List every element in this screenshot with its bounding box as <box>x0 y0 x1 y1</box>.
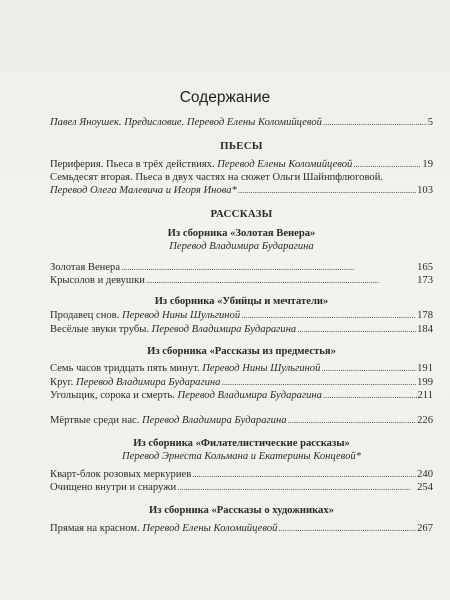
page-number: 178 <box>417 310 433 321</box>
entry-translator: Перевод Владимира Бударагина <box>75 377 221 388</box>
toc-entry[interactable] <box>50 362 433 375</box>
dot-leader <box>121 261 416 274</box>
entry-translator: Перевод Нины Шульгиной <box>121 310 241 321</box>
entry-title: Крысолов и девушки <box>50 275 145 286</box>
page-title: Содержание <box>179 89 271 106</box>
collection-title: Из сборника «Рассказы о художниках» <box>149 505 334 516</box>
entry-translator: Перевод Владимира Бударагина <box>177 390 322 401</box>
toc-entry[interactable] <box>50 389 433 402</box>
dot-leader <box>278 522 416 535</box>
dot-leader <box>288 414 417 427</box>
entry-translator: Перевод Владимира Бударагина <box>151 324 297 335</box>
entry-title: Золотая Венера <box>50 262 121 273</box>
dot-leader <box>297 323 416 336</box>
collection-title: Из сборника «Филателистические рассказы» <box>133 438 350 449</box>
collection-title: Из сборника «Убийцы и мечтатели» <box>154 296 329 307</box>
toc-entry[interactable] <box>50 261 433 274</box>
page-number: 267 <box>417 523 433 534</box>
page-number: 173 <box>417 275 433 286</box>
page-number: 103 <box>417 185 433 196</box>
entry-translator: Перевод Елены Коломийцевой <box>217 159 353 170</box>
toc-entry[interactable] <box>50 309 433 322</box>
dot-leader <box>146 274 416 287</box>
page-number: 5 <box>427 117 433 128</box>
entry-translator: Перевод Олега Малевича и Игоря Инова* <box>50 185 237 196</box>
toc-entry-preface[interactable] <box>50 116 433 129</box>
section-heading-stories: РАССКАЗЫ <box>210 208 273 220</box>
entry-title: Угольщик, сорока и смерть. <box>50 390 175 401</box>
page-number: 19 <box>422 159 433 170</box>
page-number: 199 <box>417 377 433 388</box>
page-number: 191 <box>417 363 433 374</box>
dot-leader <box>177 481 416 494</box>
toc-entry-standalone[interactable] <box>50 414 433 427</box>
entry-title: Продавец снов. <box>50 310 120 321</box>
toc-entry[interactable] <box>50 376 433 389</box>
entry-title: Круг. <box>50 377 74 388</box>
dot-leader <box>241 309 416 322</box>
toc-entry[interactable] <box>50 158 433 171</box>
collection-title: Из сборника «Рассказы из предместья» <box>147 346 336 357</box>
collection-title: Из сборника «Золотая Венера» <box>167 228 316 239</box>
page-number: 165 <box>417 262 433 273</box>
entry-title: Семьдесят вторая. Пьеса в двух частях на сюжет Ольги Шайнпфлюговой. <box>50 172 384 183</box>
collection-translator: Перевод Эрнеста Кольмана и Екатерины Концевой* <box>121 451 362 462</box>
entry-title: Прямая на красном. <box>50 523 140 534</box>
page-number: 240 <box>417 469 433 480</box>
entry-title: Весёлые звуки трубы. <box>50 324 150 335</box>
page-number: 254 <box>417 482 433 493</box>
entry-translator: Перевод Нины Шульгиной <box>202 363 321 374</box>
entry-translator: Перевод Владимира Бударагина <box>142 415 287 426</box>
toc-entry[interactable] <box>50 171 433 184</box>
dot-leader <box>238 184 416 197</box>
collection-translator: Перевод Владимира Бударагина <box>169 241 314 252</box>
dot-leader <box>323 389 417 402</box>
entry-title: Семь часов тридцать пять минут. <box>50 363 200 374</box>
page-number: 226 <box>417 415 433 426</box>
toc-entry-continuation[interactable] <box>50 184 433 197</box>
entry-translator: Перевод Елены Коломийцевой <box>142 523 278 534</box>
toc-entry[interactable] <box>50 522 433 535</box>
entry-title: Кварт-блок розовых меркуриев <box>50 469 192 480</box>
dot-leader <box>323 116 427 129</box>
entry-text: Павел Яноушек. Предисловие. Перевод Елены Коломийцевой <box>50 117 322 128</box>
toc-entry[interactable] <box>50 274 433 287</box>
page-number: 184 <box>417 324 433 335</box>
dot-leader <box>353 158 421 171</box>
entry-title: Мёртвые среди нас. <box>50 415 140 426</box>
dot-leader <box>321 362 416 375</box>
entry-title: Периферия. Пьеса в трёх действиях. <box>50 159 215 170</box>
page-number: 211 <box>417 390 433 401</box>
toc-entry[interactable] <box>50 468 433 481</box>
dot-leader <box>221 376 416 389</box>
toc-entry[interactable] <box>50 323 433 336</box>
toc-entry[interactable] <box>50 481 433 494</box>
section-heading-plays: ПЬЕСЫ <box>220 140 263 152</box>
dot-leader <box>192 468 416 481</box>
entry-title: Очищено внутри и снаружи <box>50 482 177 493</box>
